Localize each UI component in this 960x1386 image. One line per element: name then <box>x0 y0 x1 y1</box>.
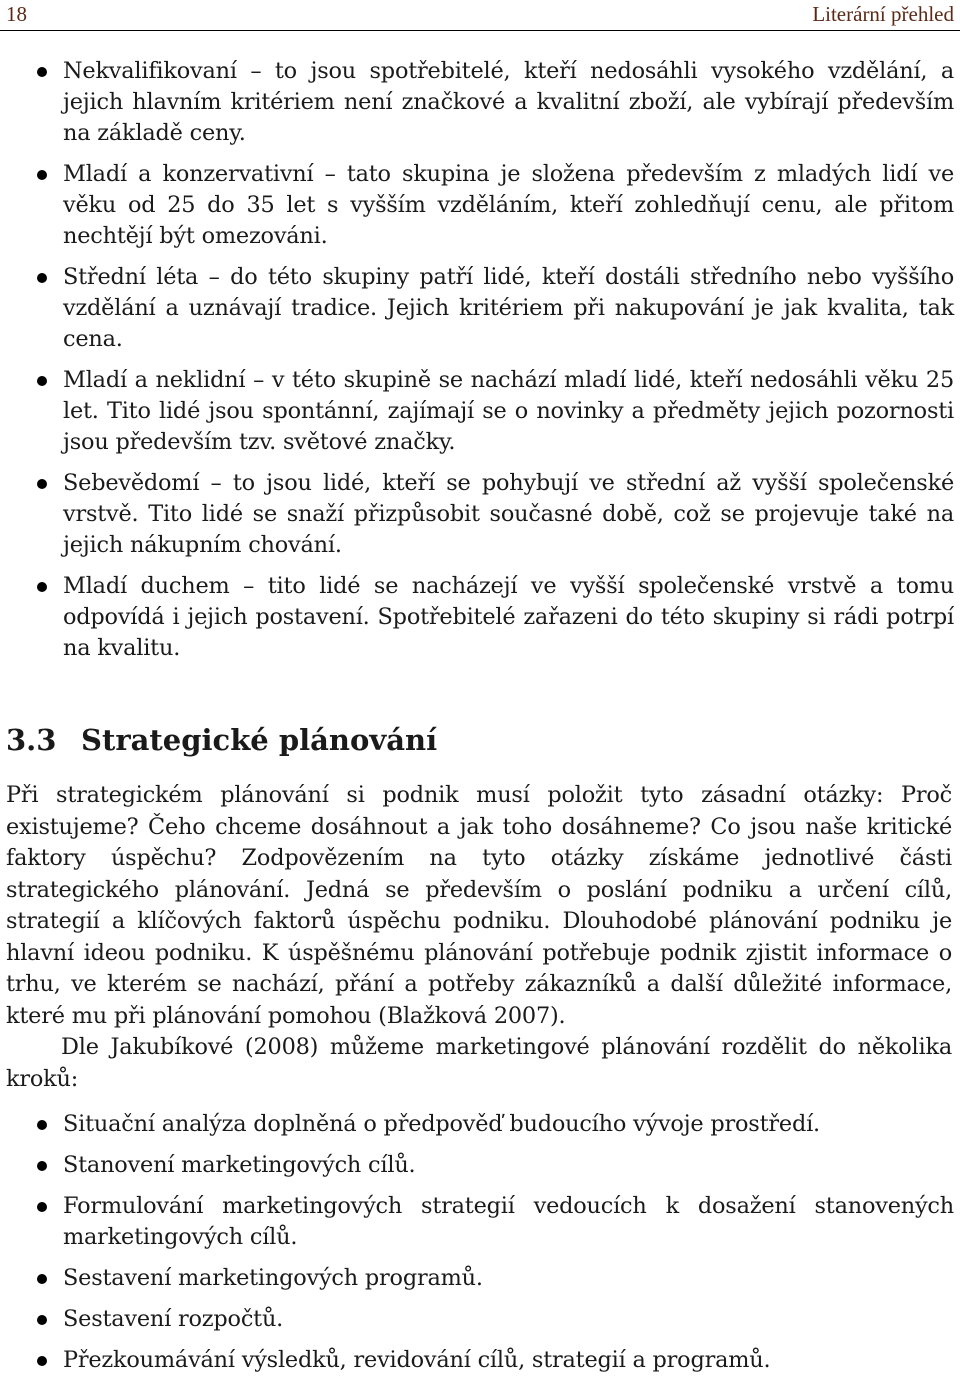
list-item: Stanovení marketingových cílů. <box>6 1150 960 1181</box>
body-paragraph: Při strategickém plánování si podnik musí položit tyto zásadní otázky: Proč existujeme? Čeho chceme dosáhnout a jak toho dosáhneme? Co jsou naše kritické faktory úspěchu? Zodpovězením na tyto otázky získáme jednotlivé části strategického plánování. Jedná se především o poslání podniku a určení cílů, strategií a klíčových faktorů úspěchu podniku. Dlouhodobé plánování podniku je hlavní ideou podniku. K úspěšnému plánování potřebuje podnik zjistit informace o trhu, ve kterém se nachází, přání a potřeby zákazníků a další důležité informace, které mu při plánování pomohou (Blažková 2007). <box>6 782 952 1029</box>
list-item: Mladí a neklidní – v této skupině se nachází mladí lidé, kteří nedosáhli věku 25 let. Tito lidé jsou spontánní, zajímají se o novinky a předměty jejich pozornosti jsou především tzv. světové značky. <box>6 365 960 458</box>
planning-steps-list <box>6 1109 960 1386</box>
running-title: Literární přehled <box>812 2 954 26</box>
list-item: Situační analýza doplněná o předpověď budoucího vývoje prostředí. <box>6 1109 960 1140</box>
list-item: Střední léta – do této skupiny patří lidé, kteří dostáli středního nebo vyššího vzdělání a uznávají tradice. Jejich kritériem při nakupování je jak kvalita, tak cena. <box>6 262 960 355</box>
page-number: 18 <box>6 2 27 26</box>
list-item: Sebevědomí – to jsou lidé, kteří se pohybují ve střední až vyšší společenské vrstvě. Tito lidé se snaží přizpůsobit současné době, což se projevuje také na jejich nákupním chování. <box>6 468 960 561</box>
list-item: Formulování marketingových strategií vedoucích k dosažení stanovených marketingových cílů. <box>6 1191 960 1253</box>
section-number: 3.3 <box>6 723 57 757</box>
consumer-segments-list <box>6 56 960 674</box>
list-item: Mladí duchem – tito lidé se nacházejí ve vyšší společenské vrstvě a tomu odpovídá i jejich postavení. Spotřebitelé zařazeni do této skupiny si rádi potrpí na kvalitu. <box>6 571 960 664</box>
page-header <box>0 0 960 31</box>
list-item: Mladí a konzervativní – tato skupina je složena především z mladých lidí ve věku od 25 do 35 let s vyšším vzděláním, kteří zohledňují cenu, ale přitom nechtějí být omezováni. <box>6 159 960 252</box>
list-item: Nekvalifikovaní – to jsou spotřebitelé, kteří nedosáhli vysokého vzdělání, a jejich hlavním kritériem není značkové a kvalitní zboží, ale vybírají především na základě ceny. <box>6 56 960 149</box>
section-title: Strategické plánování <box>81 723 438 757</box>
list-item: Sestavení marketingových programů. <box>6 1263 960 1294</box>
list-item: Sestavení rozpočtů. <box>6 1304 960 1335</box>
section-heading <box>6 723 437 757</box>
body-paragraph: Dle Jakubíkové (2008) můžeme marketingové plánování rozdělit do několika kroků: <box>6 1034 952 1092</box>
list-item: Přezkoumávání výsledků, revidování cílů, strategií a programů. <box>6 1345 960 1376</box>
